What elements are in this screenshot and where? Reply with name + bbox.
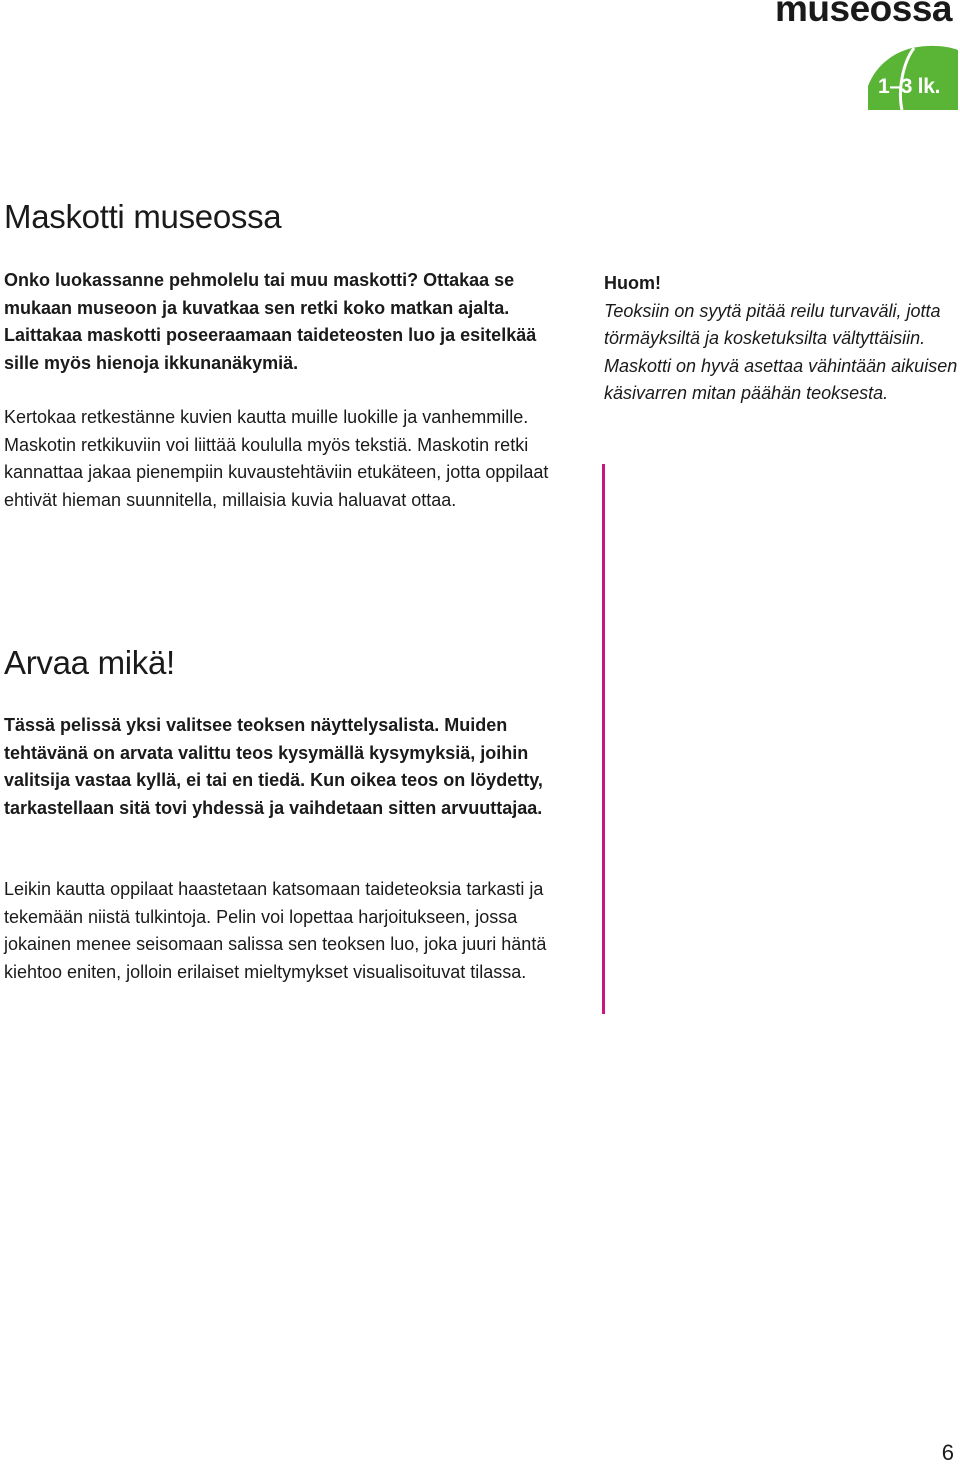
header-title: museossa — [775, 0, 952, 29]
game-rules: Tässä pelissä yksi valitsee teoksen näyttelysalista. Muiden tehtävänä on arvata valittu teos kysymällä kysymyksiä, joihin valitsija vastaa kyllä, ei tai en tiedä. Kun oikea teos on löydetty, tarkastellaan sitä tovi yhdessä ja vaihdetaan sitten arvuuttajaa. — [4, 715, 543, 818]
safety-note — [604, 270, 958, 408]
game-body: Leikin kautta oppilaat haastetaan katsomaan taideteoksia tarkasti ja tekemään niistä tulkintoja. Pelin voi lopettaa harjoitukseen, jossa jokainen menee seisomaan salissa sen teoksen luo, joka juuri häntä kiehtoo eniten, jolloin erilaiset mieltymykset visualisoituvat tilassa. — [4, 879, 547, 982]
grade-badge — [868, 42, 958, 110]
page-number: 6 — [941, 1440, 954, 1465]
section-title-game: Arvaa mikä! — [4, 644, 175, 681]
mascot-intro: Onko luokassanne pehmolelu tai muu maskotti? Ottakaa se mukaan museoon ja kuvatkaa sen retki koko matkan ajalta. Laittakaa maskotti poseeraamaan taideteosten luo ja esitelkää sille myös hienoja ikkunanäkymiä. — [4, 270, 537, 373]
accent-divider — [602, 464, 605, 1014]
mascot-body: Kertokaa retkestänne kuvien kautta muille luokille ja vanhemmille. Maskotin retkikuviin voi liittää koululla myös tekstiä. Maskotin retki kannattaa jakaa pienempiin kuvaustehtäviin etukäteen, jotta oppilaat ehtivät hieman suunnitella, millaisia kuvia haluavat ottaa. — [4, 407, 549, 510]
note-heading: Huom! — [604, 273, 661, 293]
grade-label: 1–3 lk. — [878, 75, 941, 98]
note-text: Teoksiin on syytä pitää reilu turvaväli, jotta törmäyksiltä ja kosketuksilta vältyttäisiin. Maskotti on hyvä asettaa vähintään aikuisen käsivarren mitan päähän teoksesta. — [604, 300, 958, 403]
section-title-mascot: Maskotti museossa — [4, 198, 282, 235]
